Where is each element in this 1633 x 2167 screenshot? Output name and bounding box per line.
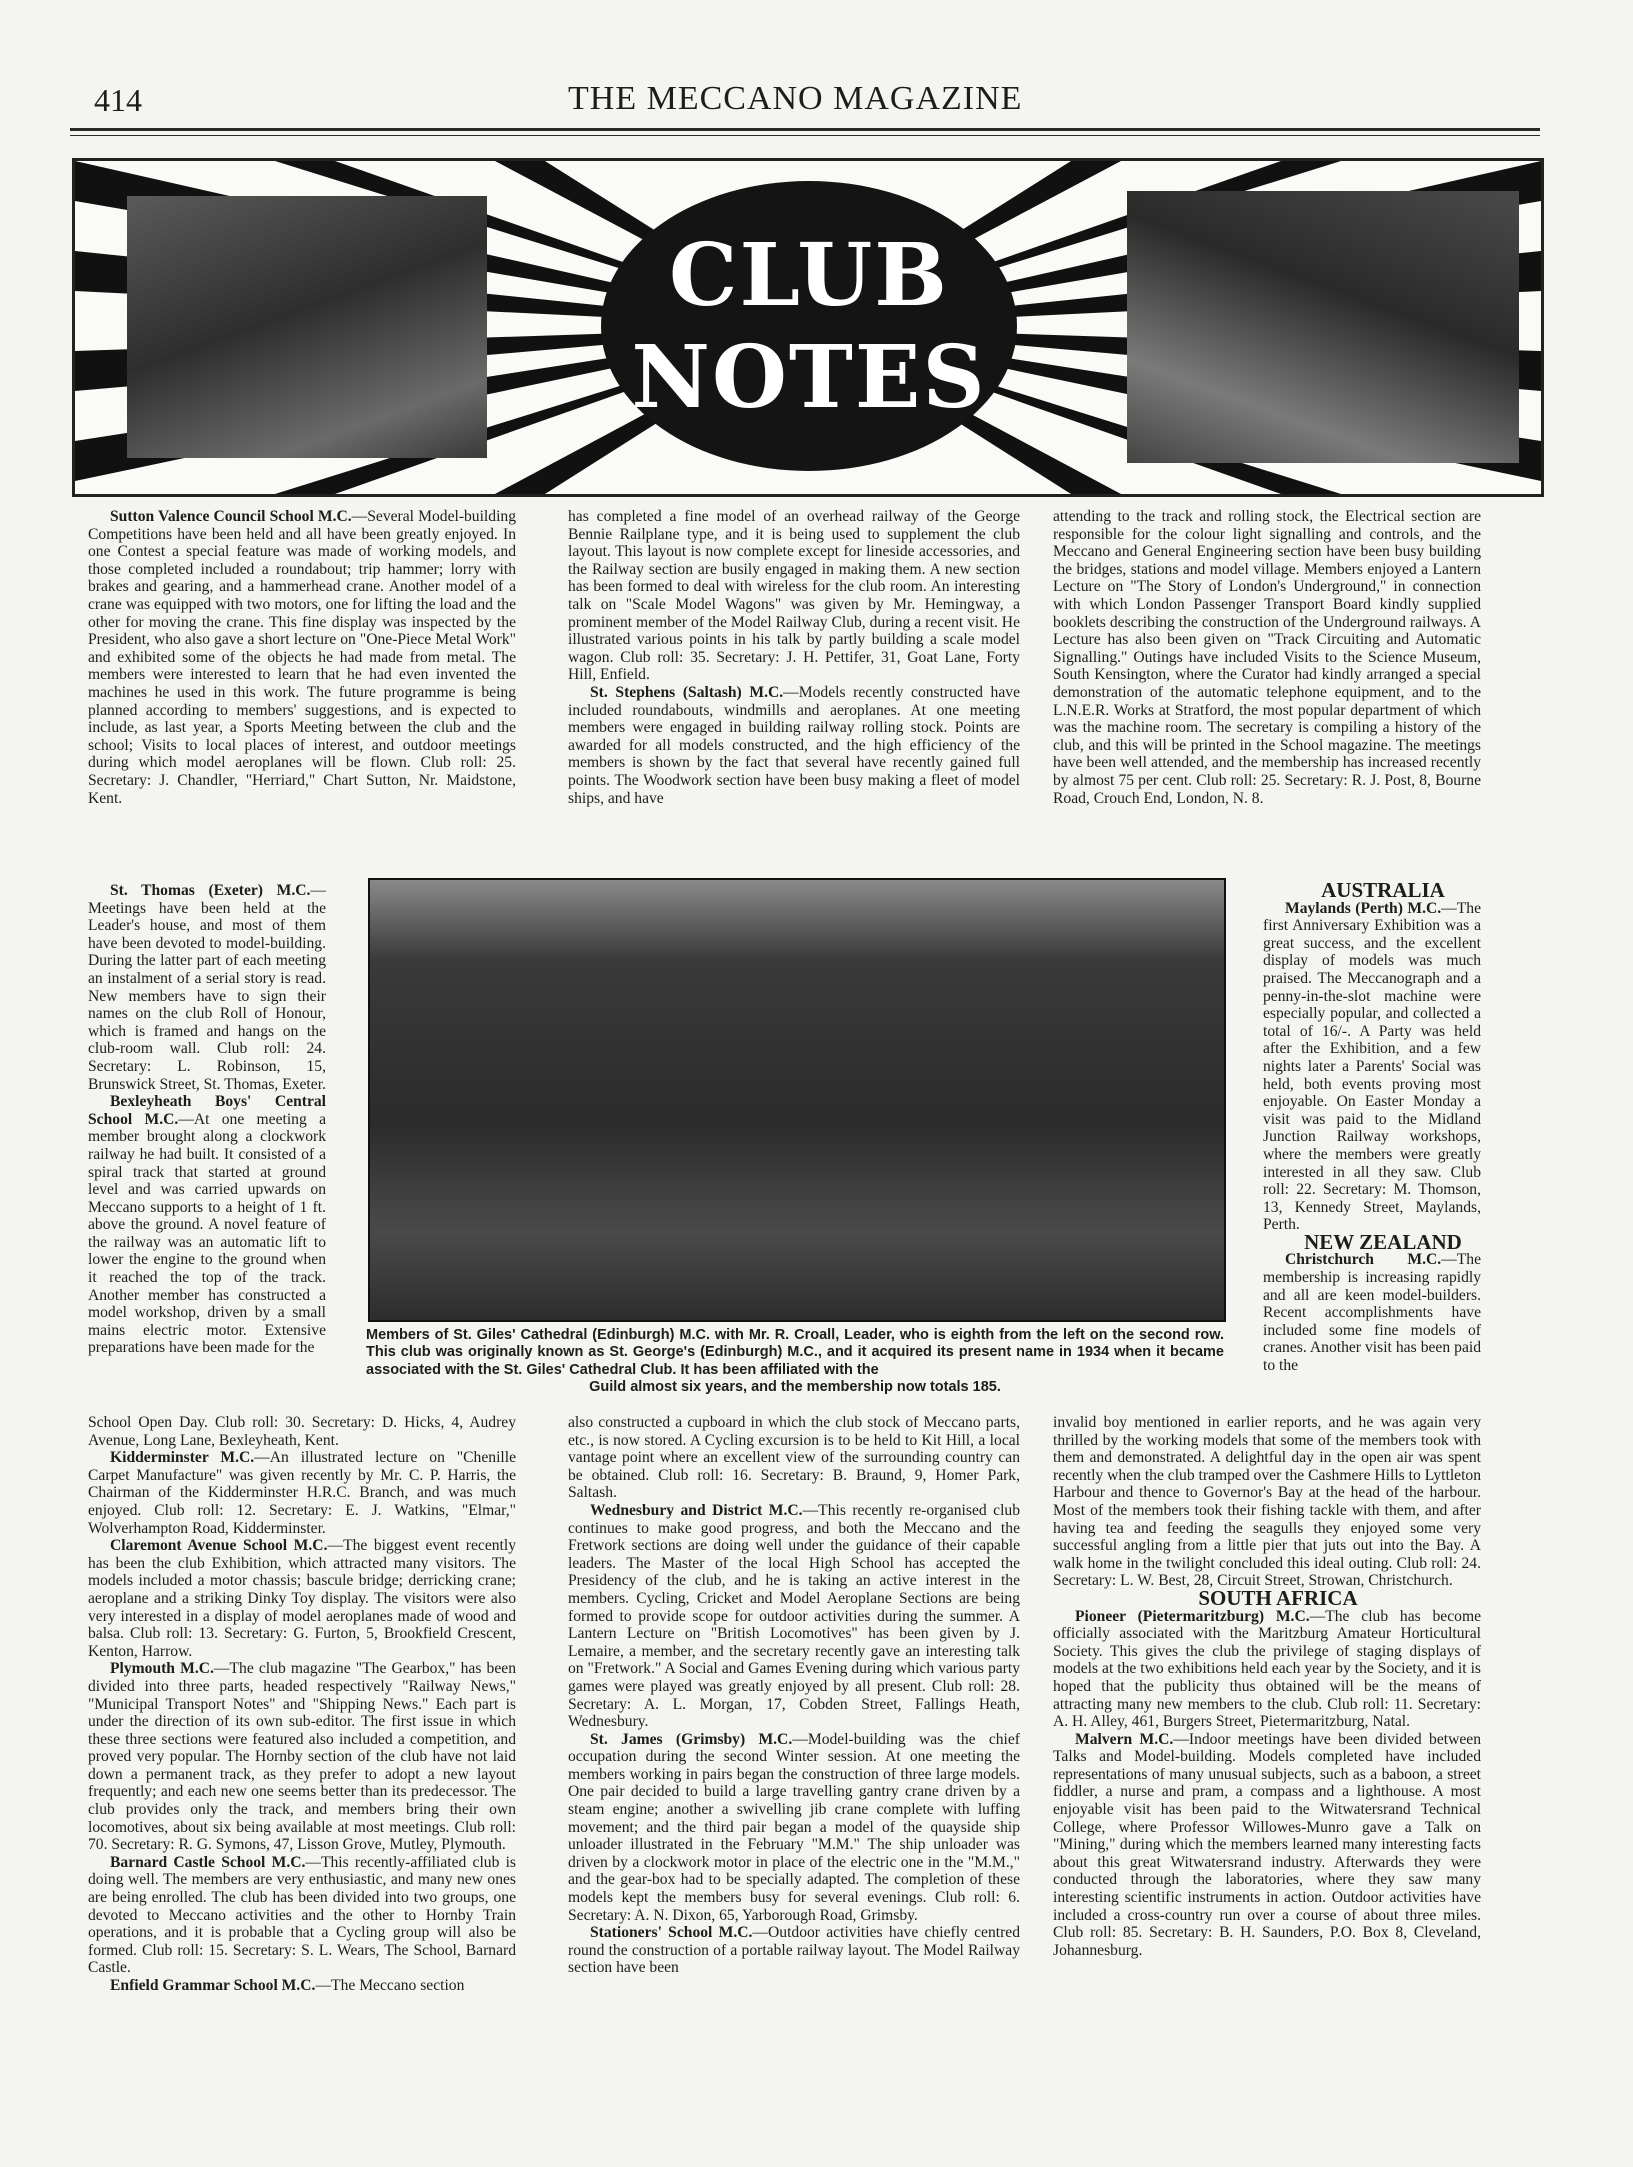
club-report: Pioneer (Pietermaritzburg) M.C.—The club has become officially associated with the Maritzburg Amateur Horticultural Society. This gives the club the privilege of staging displays of models at the two exhibitions held each year by the Society, and it is hoped that the publicity thus obtained will be the means of attracting many new members to the club. Club roll: 11. Secretary: A. H. Alley, 461, Burgers Street, Pietermaritzburg, Natal. <box>1053 1607 1481 1731</box>
column-1-narrow <box>88 882 326 1357</box>
club-report: St. Stephens (Saltash) M.C.—Models recently constructed have included roundabouts, windmills and aeroplanes. At one meeting members were engaged in building railway rolling stock. Points are awarded for all models constructed, and the high efficiency of the members is shown by the fact that several have recently gained full points. The Woodwork section have been busy making a fleet of model ships, and have <box>568 683 1020 807</box>
section-heading-australia: AUSTRALIA <box>1321 878 1445 902</box>
club-report: St. Thomas (Exeter) M.C.—Meetings have been held at the Leader's house, and most of them have been devoted to model-building. During the latter part of each meeting an instalment of a serial story is read. New members have to sign their names on the club Roll of Honour, which is framed and hangs on the club-room wall. Club roll: 24. Secretary: L. Robinson, 15, Brunswick Street, St. Thomas, Exeter. <box>88 882 326 1093</box>
magazine-title: THE MECCANO MAGAZINE <box>568 80 1023 117</box>
club-photo-left <box>127 196 487 458</box>
club-notes-banner <box>72 158 1544 497</box>
club-report: Kidderminster M.C.—An illustrated lecture on "Chenille Carpet Manufacture" was given recently by Mr. C. P. Harris, the Chairman of the Kidderminster H.R.C. Branch, and was much enjoyed. Club roll: 12. Secretary: E. J. Watkins, "Elmar," Wolverhampton Road, Kidderminster. <box>88 1449 516 1537</box>
club-report: School Open Day. Club roll: 30. Secretary: D. Hicks, 4, Audrey Avenue, Long Lane, Bexleyheath, Kent. <box>88 1414 516 1449</box>
club-photo-right <box>1127 191 1519 463</box>
page-number: 414 <box>94 82 142 118</box>
club-report: Sutton Valence Council School M.C.—Several Model-building Competitions have been held and all have been greatly enjoyed. In one Contest a special feature was made of working models, and those completed included a roundabout; trip hammer; lorry with brakes and gearing, and a hammerhead crane. Another model of a crane was equipped with two motors, one for lifting the load and the other for moving the crane. This fine display was inspected by the President, who also gave a short lecture on "One-Piece Metal Work" and exhibited some of the objects he had made from metal. The members were interested to learn that he had even invented the machines he used in this work. The future programme is being planned according to members' suggestions, and is expected to include, as last year, a Sports Meeting between the club and the school; Visits to local places of interest, and outdoor meetings during which model aeroplanes will be flown. Club roll: 25. Secretary: J. Chandler, "Herriard," Chart Sutton, Nr. Maidstone, Kent. <box>88 508 516 807</box>
club-report: Bexleyheath Boys' Central School M.C.—At one meeting a member brought along a clockwork railway he had built. It consisted of a spiral track that started at ground level and was carried upwards on Meccano supports to a height of 1 ft. above the ground. A novel feature of the railway was an automatic lift to lower the engine to the ground when it reached the top of the track. Another member has constructed a model workshop, driven by a small mains electric motor. Extensive preparations have been made for the <box>88 1093 326 1357</box>
club-report: Plymouth M.C.—The club magazine "The Gearbox," has been divided into three parts, headed respectively "Railway News," "Municipal Transport Notes" and "Shipping News." Each part is under the direction of its own sub-editor. The first issue in which these three sections were featured also included a competition, and proved very popular. The Hornby section of the club have not laid down a permanent track, as they prefer to adopt a new layout frequently; and each new one seems better than its predecessor. The club provides only the track, and members bring their own locomotives, about six being available at most meetings. Club roll: 70. Secretary: R. G. Symons, 47, Lisson Grove, Mutley, Plymouth. <box>88 1660 516 1854</box>
club-report: invalid boy mentioned in earlier reports, and he was again very thrilled by the working models that some of the members took with them and demonstrated. A delightful day in the open air was spent recently when the club tramped over the Cashmere Hills to Lyttleton Harbour and thence to Governor's Bay at the head of the harbour. Most of the members took their fishing tackle with them, and after having tea and feeding the seagulls they enjoyed some very successful angling from a little pier that juts out into the Bay. A walk home in the twilight concluded this ideal outing. Club roll: 24. Secretary: L. W. Best, 28, Circuit Street, Strowan, Christchurch. <box>1053 1414 1481 1590</box>
club-report: has completed a fine model of an overhead railway of the George Bennie Railplane type, and it is being used to supplement the club layout. This layout is now complete except for lineside accessories, and the Railway section are busily engaged in making them. A new section has been formed to deal with wireless for the club room. An interesting talk on "Scale Model Wagons" was given by Mr. Hemingway, a prominent member of the Model Railway Club, during a recent visit. He illustrated various points in his talk by partly building a scale model wagon. Club roll: 35. Secretary: J. H. Pettifer, 31, Goat Lane, Forty Hill, Enfield. <box>568 508 1020 684</box>
caption-line: Guild almost six years, and the membership now totals 185. <box>589 1379 1001 1396</box>
club-report: St. James (Grimsby) M.C.—Model-building was the chief occupation during the second Winter session. At one meeting the members working in pairs began the construction of three large models. One pair decided to build a large travelling gantry crane driven by a steam engine; another a swivelling jib crane complete with luffing movement; and the third pair began a model of the quayside ship unloader illustrated in the February "M.M." The ship unloader was driven by a clockwork motor in place of the electric one in the "M.M.," and the gear-box had to be specially adapted. The completion of these models kept the members busy for several evenings. Club roll: 6. Secretary: A. N. Dixon, 65, Yarborough Road, Grimsby. <box>568 1730 1020 1924</box>
header-rule-thin <box>70 135 1540 136</box>
section-heading-south-africa: SOUTH AFRICA <box>1198 1585 1358 1610</box>
club-report: attending to the track and rolling stock, the Electrical section are responsible for the colour light signalling and controls, and the Meccano and General Engineering section have been busy building the bridges, stations and model village. Members enjoyed a Lantern Lecture on "The Story of London's Underground," in connection with which London Passenger Transport Board kindly supplied booklets describing the construction of the Underground railways. A Lecture has also been given on "Track Circuiting and Automatic Signalling." Outings have included Visits to the Science Museum, South Kensington, where the Curator had kindly arranged a special demonstration of the automatic telephone equipment, and to the L.N.E.R. Works at Stratford, the most popular department of which was the machine room. The secretary is compiling a history of the club, and this will be printed in the School magazine. The meetings have been well attended, and the membership has increased recently by almost 75 per cent. Club roll: 25. Secretary: R. J. Post, 8, Bourne Road, Crouch End, London, N. 8. <box>1053 508 1481 807</box>
club-report: Barnard Castle School M.C.—This recently-affiliated club is doing well. The members are very enthusiastic, and many new ones are being enrolled. The club has been divided into two groups, one devoted to Meccano activities and the other to Hornby Train operations, and it is probable that a Cycling group will also be formed. Club roll: 15. Secretary: S. L. Wears, The School, Barnard Castle. <box>88 1853 516 1977</box>
column-3-bottom <box>1053 1414 1481 1959</box>
club-report: Maylands (Perth) M.C.—The first Anniversary Exhibition was a great success, and the excellent display of models was much praised. The Meccanograph and a penny-in-the-slot machine were especially popular, and collected a total of 16/-. A Party was held after the Exhibition, and a few nights later a Parents' Social was held, both events proving most enjoyable. On Easter Monday a visit was paid to the Midland Junction Railway workshops, where the members were greatly interested in all they saw. Club roll: 22. Secretary: M. Thomson, 13, Kennedy Street, Maylands, Perth. <box>1263 899 1481 1234</box>
header-rule-thick <box>70 128 1540 131</box>
column-1-bottom <box>88 1414 516 1995</box>
photo-caption <box>366 1327 1224 1397</box>
club-report: Claremont Avenue School M.C.—The biggest event recently has been the club Exhibition, which attracted many visitors. The models included a motor chassis; bascule bridge; derricking crane; aeroplane and a striking Dinky Toy display. The visitors were also very interested in a display of model aeroplanes made of wood and balsa. Club roll: 13. Secretary: G. Furton, 5, Brookfield Crescent, Kenton, Harrow. <box>88 1537 516 1660</box>
club-report: Stationers' School M.C.—Outdoor activities have chiefly centred round the construction of a portable railway layout. The Model Railway section have been <box>568 1924 1020 1977</box>
banner-title-notes: NOTES <box>631 327 987 428</box>
title-oval <box>601 181 1017 471</box>
section-heading-new-zealand: NEW ZEALAND <box>1304 1229 1462 1254</box>
column-3-top <box>1053 508 1481 807</box>
club-report: Enfield Grammar School M.C.—The Meccano section <box>110 1977 465 1994</box>
group-photo-st-giles <box>368 878 1226 1322</box>
banner-title-club: CLUB <box>669 225 949 326</box>
column-2-bottom <box>568 1414 1020 1977</box>
club-report: Malvern M.C.—Indoor meetings have been divided between Talks and Model-building. Models completed have included representations of many unusual subjects, such as a baboon, a street fiddler, a nurse and pram, a compass and a lighthouse. A most enjoyable visit has been paid to the Witwatersrand Technical College, where Professor Willowes-Munro gave a Talk on "Mining," during which the members learned many interesting facts about this great Witwatersrand industry. Afterwards they were conducted through the laboratories, where they saw many interesting scientific instruments in action. Outdoor activities have included a cross-country run over a course of about three miles. Club roll: 85. Secretary: B. H. Saunders, P.O. Box 8, Cleveland, Johannesburg. <box>1053 1730 1481 1959</box>
caption-line: Members of St. Giles' Cathedral (Edinburgh) M.C. with Mr. R. Croall, Leader, who is eighth from the left on the second row. This club was originally known as St. George's (Edinburgh) M.C., and it acquired its present name in 1934 when it became associated with the St. Giles' Cathedral Club. It has been affiliated with the <box>366 1327 1224 1378</box>
column-1-top <box>88 508 516 807</box>
column-2-top <box>568 508 1020 807</box>
club-report: Wednesbury and District M.C.—This recently re-organised club continues to make good progress, and both the Meccano and the Fretwork sections are doing well under the guidance of their capable leaders. The Master of the local High School has accepted the Presidency of the club, and he is taking an active interest in the members. Cycling, Cricket and Model Aeroplane Sections are being formed to provide scope for outdoor activities during the summer. A Lantern Lecture on "British Locomotives" has been given by J. Lemaire, a member, and the secretary recently gave an interesting talk on "Fretwork." A Social and Games Evening during which various party games were played was greatly enjoyed by all present. Club roll: 28. Secretary: A. L. Morgan, 17, Cobden Street, Fallings Heath, Wednesbury. <box>568 1501 1020 1731</box>
club-report: also constructed a cupboard in which the club stock of Meccano parts, etc., is now stored. A Cycling excursion is to be held to Kit Hill, a local vantage point where an excellent view of the surrounding country can be obtained. Club roll: 16. Secretary: B. Braund, 9, Homer Park, Saltash. <box>568 1414 1020 1502</box>
club-report: Christchurch M.C.—The membership is increasing rapidly and all are keen model-builders. Recent accomplishments have included some fine models of cranes. Another visit has been paid to the <box>1263 1251 1481 1375</box>
column-3-narrow <box>1263 878 1481 1375</box>
